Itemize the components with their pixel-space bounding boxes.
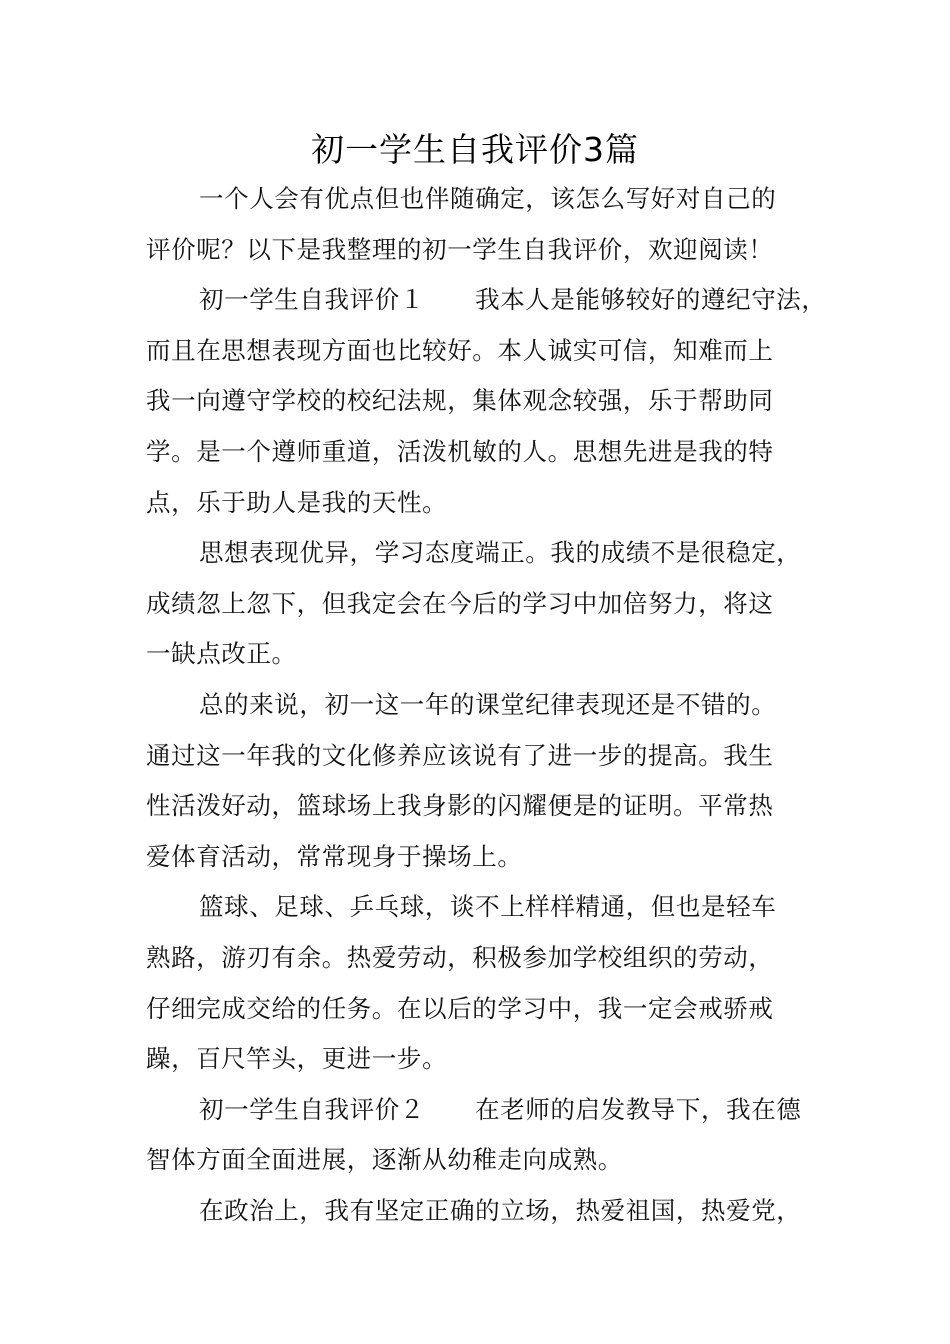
document-body [146, 174, 827, 1236]
text-line: 评价呢？以下是我整理的初一学生自我评价，欢迎阅读！ [146, 234, 774, 264]
text-line: 初一学生自我评价１ 我本人是能够较好的遵纪守法， [199, 285, 827, 315]
text-line: 总的来说，初一这一年的课堂纪律表现还是不错的。 [199, 689, 777, 719]
text-line: 成绩忽上忽下，但我定会在今后的学习中加倍努力，将这 [146, 588, 774, 618]
document-title: 初一学生自我评价3篇 [311, 130, 639, 169]
text-line: 通过这一年我的文化修养应该说有了进一步的提高。我生 [146, 740, 774, 770]
text-line: 一缺点改正。 [146, 639, 297, 669]
text-line: 学。是一个遵师重道，活泼机敏的人。思想先进是我的特 [146, 436, 774, 466]
text-line: 一个人会有优点但也伴随确定，该怎么写好对自己的 [199, 184, 777, 213]
text-line: 初一学生自我评价２ 在老师的启发教导下，我在德 [199, 1094, 802, 1124]
text-line: 点，乐于助人是我的天性。 [146, 487, 448, 517]
text-line: 性活泼好动，篮球场上我身影的闪耀便是的证明。平常热 [146, 791, 774, 821]
text-line: 在政治上，我有坚定正确的立场，热爱祖国，热爱党， [199, 1195, 802, 1225]
text-line: 我一向遵守学校的校纪法规，集体观念较强，乐于帮助同 [146, 386, 774, 416]
text-line: 爱体育活动，常常现身于操场上。 [146, 841, 523, 871]
text-line: 思想表现优异，学习态度端正。我的成绩不是很稳定， [199, 538, 802, 568]
text-line: 仔细完成交给的任务。在以后的学习中，我一定会戒骄戒 [146, 993, 774, 1023]
text-line: 而且在思想表现方面也比较好。本人诚实可信，知难而上 [146, 335, 774, 365]
text-line: 躁，百尺竿头，更进一步。 [146, 1044, 448, 1074]
text-line: 智体方面全面进展，逐渐从幼稚走向成熟。 [146, 1145, 623, 1175]
text-line: 篮球、足球、乒乓球，谈不上样样精通，但也是轻车 [199, 892, 777, 922]
text-line: 熟路，游刃有余。热爱劳动，积极参加学校组织的劳动， [146, 942, 774, 972]
